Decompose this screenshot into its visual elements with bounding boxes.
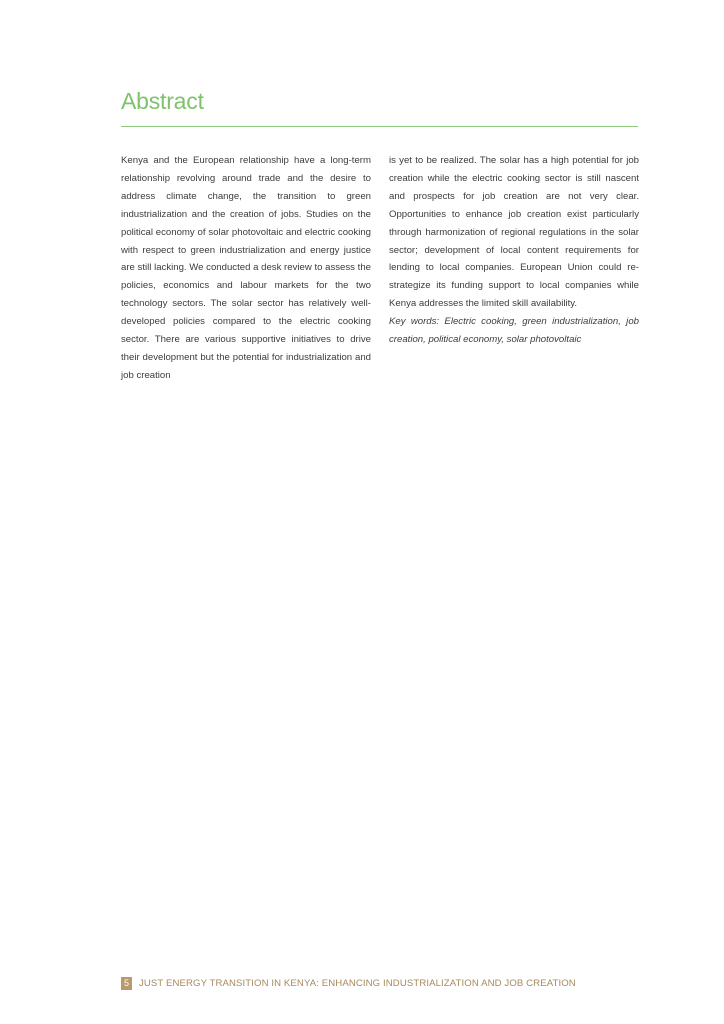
heading-divider <box>121 126 638 127</box>
page-number-badge: 5 <box>121 977 132 990</box>
abstract-text-right: is yet to be realized. The solar has a high potential for job creation while the electric cooking sector is still nascent and prospects for job creation are not very clear. Opportunities to enhance job creation exist particularly through harmonization of regional regulations in the solar sector; development of local content requirements for lending to local companies. European Union could re-strategize its funding support to local companies while Kenya addresses the limited skill availability. <box>389 155 639 310</box>
section-heading: Abstract <box>121 88 204 114</box>
abstract-column-left <box>121 152 371 385</box>
page-footer <box>121 975 576 991</box>
abstract-column-right <box>389 152 639 349</box>
keywords: Key words: Electric cooking, green industrialization, job creation, political economy, solar photovoltaic <box>389 316 639 346</box>
footer-running-title: JUST ENERGY TRANSITION IN KENYA: ENHANCING INDUSTRIALIZATION AND JOB CREATION <box>139 977 576 989</box>
abstract-text-left: Kenya and the European relationship have a long-term relationship revolving around trade and the desire to address climate change, the transition to green industrialization and the creation of jobs. Studies on the political economy of solar photovoltaic and electric cooking with respect to green industrialization and energy justice are still lacking. We conducted a desk review to assess the policies, economics and labour markets for the two technology sectors. The solar sector has relatively well-developed policies compared to the electric cooking sector. There are various supportive initiatives to drive their development but the potential for industrialization and job creation <box>121 155 371 381</box>
